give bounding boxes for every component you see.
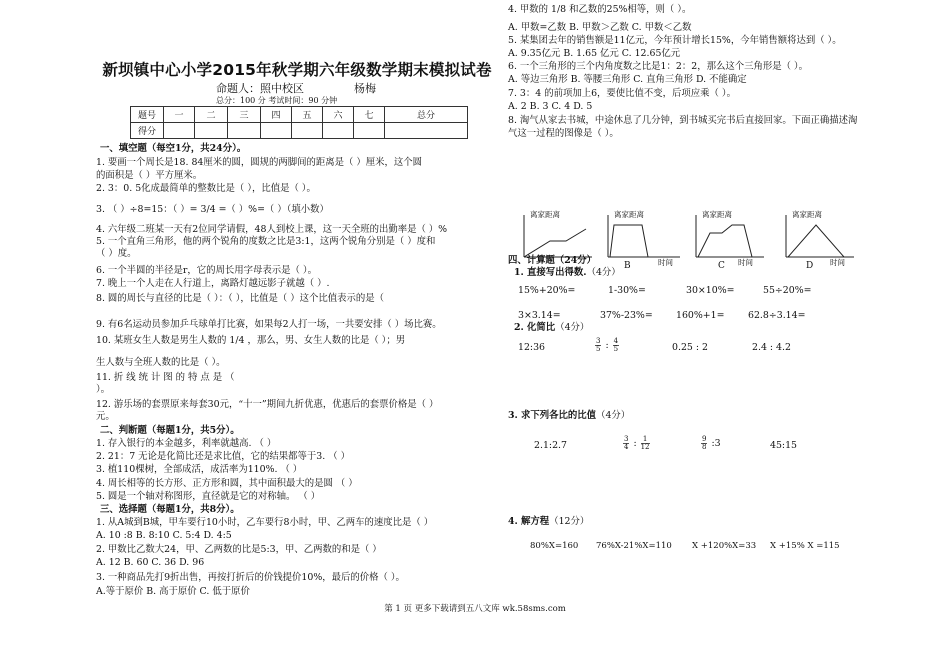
score-cell: 总分 bbox=[385, 107, 468, 123]
section4-q3-points: （4分） bbox=[596, 410, 631, 421]
question-line: 7. 晚上一个人走在人行道上，离路灯越远影子就越（ ）. bbox=[96, 278, 330, 289]
calc-item: 30×10%= bbox=[686, 285, 735, 296]
author-name: 杨梅 bbox=[354, 82, 376, 95]
author-label: 命题人：照中校区 bbox=[216, 82, 304, 95]
section4-q1-label: 1. 直接写出得数. bbox=[514, 267, 587, 278]
score-cell: 题号 bbox=[131, 107, 164, 123]
question-line: 6. 一个三角形的三个内角度数之比是1：2：2，那么这个三角形是（ ）。 bbox=[508, 61, 808, 72]
exam-meta: 总分：100 分 考试时间：90 分钟 bbox=[216, 96, 338, 105]
section4-q4-label: 4. 解方程 bbox=[508, 516, 550, 527]
score-input-cell[interactable] bbox=[195, 123, 228, 139]
question-line: 1. 从A城到B城，甲车要行10小时，乙车要行8小时，甲、乙两车的速度比是（ ） bbox=[96, 517, 434, 528]
ratio-item: 12:36 bbox=[518, 342, 546, 353]
section4-q1-points: （4分） bbox=[586, 267, 621, 278]
question-line: 8. 淘气从家去书城，中途休息了几分钟，到书城买完书后直接回家。下面正确描述淘 bbox=[508, 115, 858, 126]
equation-item: 80%X=160 bbox=[530, 541, 579, 551]
score-input-cell[interactable] bbox=[228, 123, 261, 139]
section4-q2 bbox=[514, 322, 589, 334]
graph-b-ylabel: 离家距离 bbox=[614, 210, 644, 219]
ratio-value-item: 45:15 bbox=[770, 440, 798, 451]
question-line: 6. 一个半圆的半径是r，它的周长用字母表示是（ ）。 bbox=[96, 265, 317, 276]
section4-q2-label: 2. 化简比 bbox=[514, 322, 556, 333]
score-cell: 四 bbox=[261, 107, 292, 123]
graph-b-xlabel: 时间 bbox=[658, 258, 673, 267]
calc-item: 1-30%= bbox=[608, 285, 646, 296]
question-line: 2. 甲数比乙数大24，甲、乙两数的比是5:3，甲、乙两数的和是（ ） bbox=[96, 544, 382, 555]
question-line: 的面积是（ ）平方厘米。 bbox=[96, 170, 203, 181]
score-input-cell[interactable] bbox=[354, 123, 385, 139]
question-line: 9. 有6名运动员参加乒乓球单打比赛，如果每2人打一场，一共要安排（ ）场比赛。 bbox=[96, 319, 442, 330]
score-input-cell[interactable] bbox=[164, 123, 195, 139]
ratio-item: 2.4 : 4.2 bbox=[752, 342, 791, 353]
question-line: 气这一过程的图像是（ ）。 bbox=[508, 128, 619, 139]
graph-d-ylabel: 离家距离 bbox=[792, 210, 822, 219]
graph-c-ylabel: 离家距离 bbox=[702, 210, 732, 219]
question-line: ）。 bbox=[96, 384, 111, 395]
question-line: A. 甲数=乙数 B. 甲数＞乙数 C. 甲数＜乙数 bbox=[508, 22, 692, 33]
calc-item: 37%-23%= bbox=[600, 310, 653, 321]
question-line: 8. 圆的周长与直径的比是（ ）：（ ），比值是（ ）这个比值表示的是（ bbox=[96, 293, 385, 304]
score-table-header-row bbox=[131, 107, 468, 123]
section4-q4-points: （12分） bbox=[549, 516, 590, 527]
question-line: 7. 3：4 的前项加上6，要使比值不变，后项应乘（ ）。 bbox=[508, 88, 736, 99]
section4-q3 bbox=[508, 410, 630, 422]
graph-option-a[interactable] bbox=[516, 211, 592, 261]
graph-d-xlabel: 时间 bbox=[830, 258, 845, 267]
score-input-cell[interactable] bbox=[292, 123, 323, 139]
section-heading: 二、判断题（每题1分，共5分）。 bbox=[100, 425, 240, 436]
calc-item: 15%+20%= bbox=[518, 285, 576, 296]
score-table-score-row bbox=[131, 123, 468, 139]
equation-item: X +120%X=33 bbox=[692, 541, 757, 551]
score-input-cell[interactable] bbox=[323, 123, 354, 139]
graph-a-ylabel: 离家距离 bbox=[530, 210, 560, 219]
score-cell: 二 bbox=[195, 107, 228, 123]
question-line: 5. 圆是一个轴对称图形，直径就是它的对称轴。 （ ） bbox=[96, 491, 321, 502]
question-line: 3. （ ）÷8=15：（ ）= 3/4 =（ ）%=（ ）（填小数） bbox=[96, 204, 329, 215]
question-line: 11. 折 线 统 计 图 的 特 点 是 （ bbox=[96, 372, 235, 383]
question-line: A. 12 B. 60 C. 36 D. 96 bbox=[96, 557, 205, 568]
question-line: 生人数与全班人数的比是（ ）。 bbox=[96, 357, 226, 368]
graph-c-letter: C bbox=[718, 261, 725, 271]
question-line: 5. 一个直角三角形，他的两个锐角的度数之比是3:1，这两个锐角分别是（ ）度和 bbox=[96, 236, 436, 247]
score-cell: 一 bbox=[164, 107, 195, 123]
question-line: A. 10 :8 B. 8:10 C. 5:4 D. 4:5 bbox=[96, 530, 232, 541]
section-heading: 一、填空题（每空1分，共24分）。 bbox=[100, 143, 247, 154]
section-heading: 三、选择题（每题1分，共8分）。 bbox=[100, 504, 240, 515]
calc-item: 55÷20%= bbox=[763, 285, 812, 296]
question-line: 4. 六年级二班某一天有2位同学请假，48人到校上课，这一天全班的出勤率是（ ）% bbox=[96, 224, 448, 235]
score-input-cell[interactable] bbox=[385, 123, 468, 139]
question-line: 1. 要画一个周长是18. 84厘米的圆，圆规的两脚间的距离是（ ）厘米，这个圆 bbox=[96, 157, 422, 168]
score-table bbox=[130, 106, 468, 139]
question-line: 3. 植110棵树，全部成活，成活率为110%. （ ） bbox=[96, 464, 303, 475]
question-line: 10. 某班女生人数是男生人数的 1/4 ，那么，男、女生人数的比是（ ）；男 bbox=[96, 335, 406, 346]
question-line: 3. 一种商品先打9折出售，再按打折后的价钱提价10%，最后的价格（ ）。 bbox=[96, 572, 405, 583]
question-line: 2. 21：7 无论是化简比还是求比值，它的结果都等于3. （ ） bbox=[96, 451, 350, 462]
section4-q4 bbox=[508, 516, 589, 528]
calc-item: 62.8÷3.14= bbox=[748, 310, 806, 321]
ratio-value-item-frac: $\frac{3}{4}$ : $\frac{1}{12}$ bbox=[624, 435, 650, 451]
graph-d-letter: D bbox=[806, 261, 814, 271]
graph-c-xlabel: 时间 bbox=[738, 258, 753, 267]
section4-heading: 四、计算题（24分） bbox=[508, 255, 597, 266]
score-input-cell[interactable] bbox=[261, 123, 292, 139]
exam-title: 新坝镇中心小学2015年秋学期六年级数学期末模拟试卷 bbox=[102, 61, 492, 79]
question-line: A.等于原价 B. 高于原价 C. 低于原价 bbox=[96, 586, 250, 597]
score-cell: 五 bbox=[292, 107, 323, 123]
ratio-value-item-frac2: $\frac{9}{8}$ :3 bbox=[702, 435, 721, 451]
calc-item: 3×3.14= bbox=[518, 310, 561, 321]
question-line: 2. 3：0. 5化成最简单的整数比是（ ），比值是（ ）。 bbox=[96, 183, 316, 194]
ratio-value-item: 2.1:2.7 bbox=[534, 440, 567, 451]
score-cell: 七 bbox=[354, 107, 385, 123]
section4-q1 bbox=[514, 267, 621, 279]
graph-option-b[interactable] bbox=[600, 210, 680, 271]
question-line: 4. 周长相等的长方形、正方形和圆，其中面积最大的是圆 （ ） bbox=[96, 478, 358, 489]
question-line: 12. 游乐场的套票原来每套30元，“十一”期间九折优惠，优惠后的套票价格是（ ） bbox=[96, 399, 439, 410]
question-line: 1. 存入银行的本金越多，利率就越高. （ ） bbox=[96, 438, 277, 449]
graph-b-letter: B bbox=[624, 261, 631, 271]
equation-item: 76%X-21%X=110 bbox=[596, 541, 672, 551]
section4-q2-points: （4分） bbox=[555, 322, 590, 333]
question-line: A. 2 B. 3 C. 4 D. 5 bbox=[508, 101, 593, 112]
question-line: （ ）度。 bbox=[96, 248, 137, 259]
score-cell: 六 bbox=[323, 107, 354, 123]
ratio-item-frac: $\frac{3}{5}$ : $\frac{4}{5}$ bbox=[596, 337, 619, 353]
question-line: A. 等边三角形 B. 等腰三角形 C. 直角三角形 D. 不能确定 bbox=[508, 74, 747, 85]
question-line: A. 9.35亿元 B. 1.65 亿元 C. 12.65亿元 bbox=[508, 48, 681, 59]
section4-q3-label: 3. 求下列各比的比值 bbox=[508, 410, 597, 421]
graph-option-c[interactable] bbox=[688, 210, 764, 271]
calc-item: 160%+1= bbox=[676, 310, 725, 321]
equation-item: X +15% X =115 bbox=[770, 541, 840, 551]
graph-option-d[interactable] bbox=[778, 210, 854, 271]
page-footer: 第 1 页 更多下载请到五八文库 wk.58sms.com bbox=[384, 604, 566, 614]
score-label: 得分 bbox=[131, 123, 164, 139]
score-cell: 三 bbox=[228, 107, 261, 123]
question-line: 元。 bbox=[96, 411, 115, 422]
question-line: 4. 甲数的 1/8 和乙数的25%相等，则（ ）。 bbox=[508, 4, 692, 15]
question-line: 5. 某集团去年的销售额是11亿元，今年预计增长15%，今年销售额将达到（ ）。 bbox=[508, 35, 842, 46]
ratio-item: 0.25 : 2 bbox=[672, 342, 708, 353]
